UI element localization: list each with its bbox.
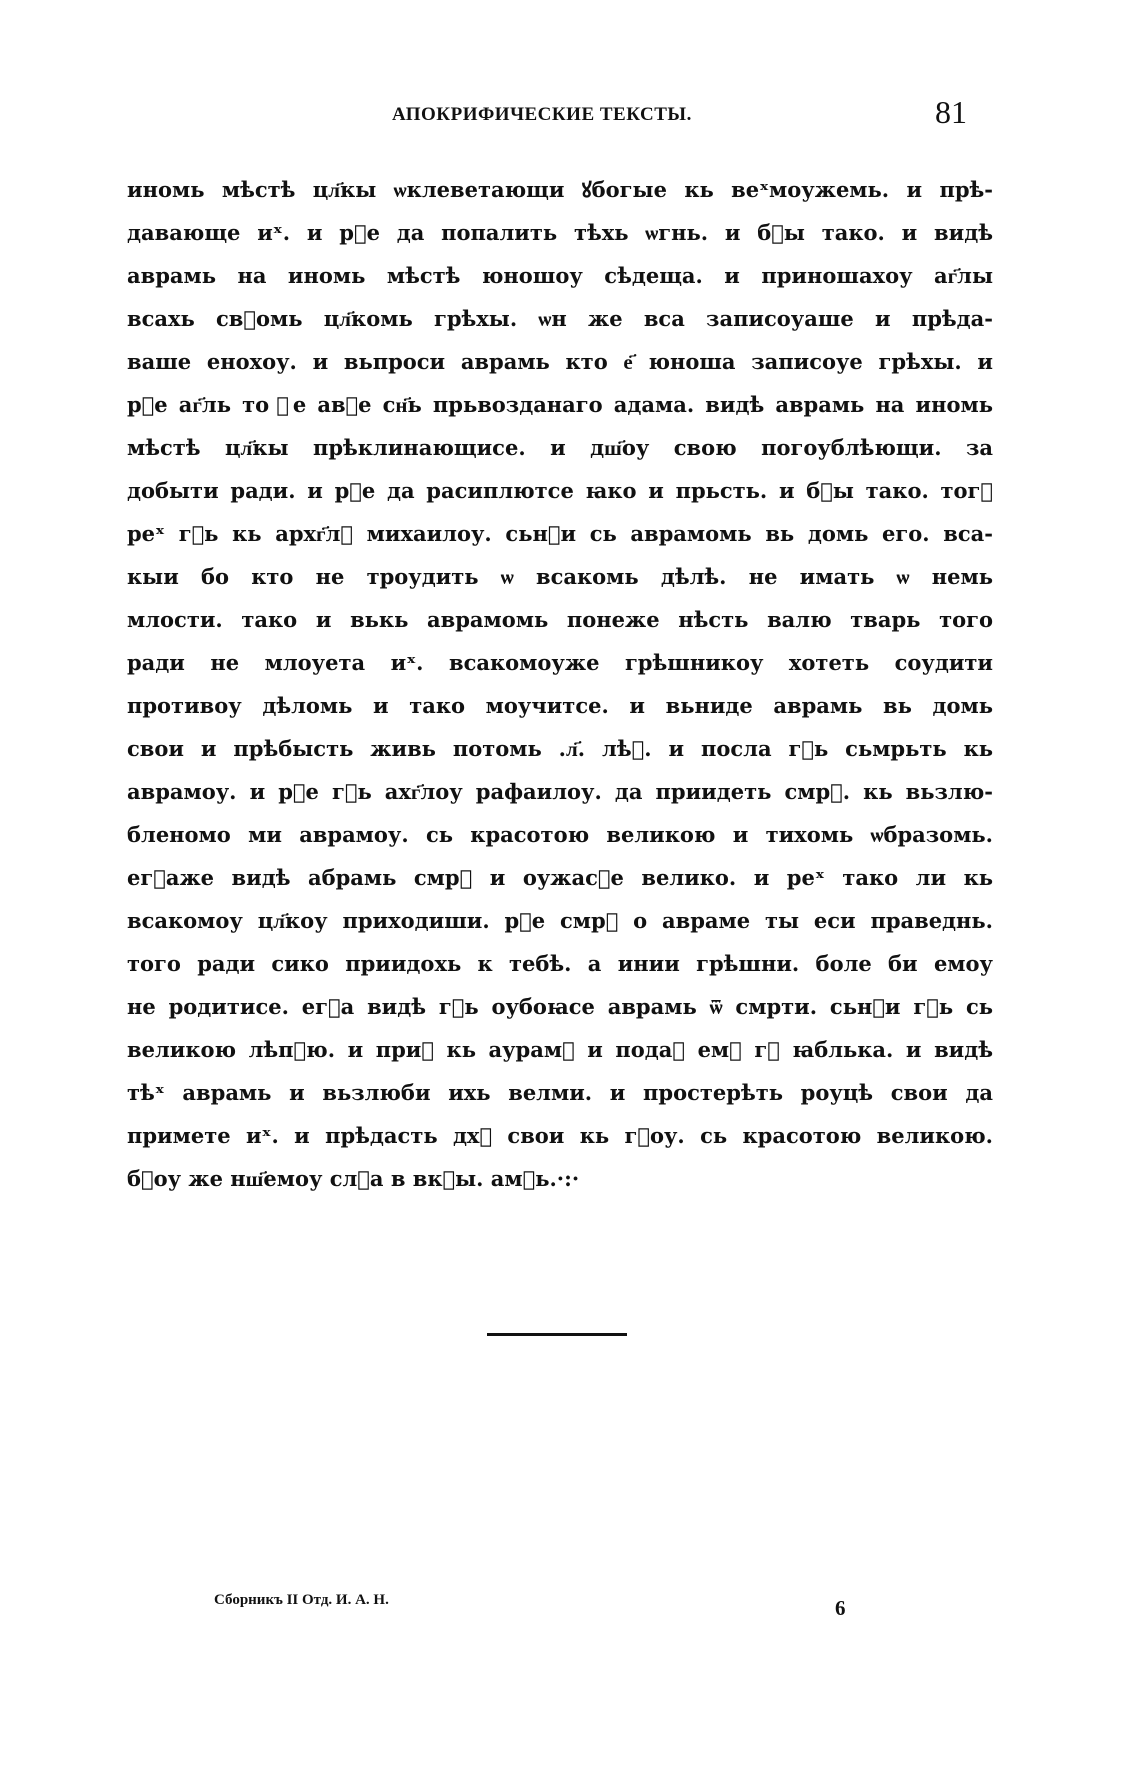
text-line: давающе иˣ. и рⷮе да попалить тѣхь ѡгнь. и бⷭы тако. и видѣ bbox=[127, 220, 993, 245]
text-line: всахь свⷪомь цл҃комь грѣхы. ѡн же вса записоуаше и прѣда- bbox=[127, 306, 993, 331]
text-line: ваше еноxоу. и вьпроси аврамь кто е҃ юноша записоуе грѣхы. и bbox=[127, 349, 993, 374]
text-line: аврамоу. и рⷮе гⷭь ахг҃лоу рафаилоу. да приидеть смрⷮ. кь вьзлю- bbox=[127, 779, 993, 804]
text-line: бⷪоу же нш҃емоу слⷷа в вкⷪы. амⷩь.·:· bbox=[127, 1166, 580, 1191]
text-line: реˣ гⷭь кь архг҃лꙋ михаилоу. сьнⷣи сь аврамомь вь домь его. вса- bbox=[127, 521, 993, 546]
text-line: ради не млоуета иˣ. всакомоуже грѣшникоу хотеть соудити bbox=[127, 650, 993, 675]
main-text-block bbox=[127, 168, 993, 1200]
text-line: не родитисе. егⷣа видѣ гⷭь оубоꙗсе аврамь ѿ смрти. сьнⷣи гⷭь сь bbox=[127, 994, 993, 1019]
text-line: великою лѣпⷪю. и приⷣ кь аурамꙋ и подаⷣ емꙋ гⷭ ꙗблька. и видѣ bbox=[127, 1037, 993, 1062]
running-title: АПОКРИФИЧЕСКИЕ ТЕКСТЫ. bbox=[392, 104, 692, 125]
text-line: бленомо ми аврамоу. сь красотою великою и тихомь ѡбразомь. bbox=[127, 822, 993, 847]
text-line: млости. тако и вькь аврамомь понеже нѣсть валю тварь того bbox=[127, 607, 993, 632]
text-line: примете иˣ. и прѣдасть дхⷭ свои кь гⷭоу. сь красотою великою. bbox=[127, 1123, 993, 1148]
text-line: иномь мѣстѣ цл҃кы ѡклеветающи ꙋбогые кь веˣмоужемь. и прѣ- bbox=[127, 177, 993, 202]
text-line: добыти ради. и рⷮе да расиплютсе ꙗко и прьсть. и бⷭы тако. тогⷣ bbox=[127, 478, 993, 503]
footer-sheet-number: 6 bbox=[835, 1596, 846, 1620]
text-line: противоу дѣломь и тако моучитсе. и вьниде аврамь вь домь bbox=[127, 693, 993, 718]
footer-signature: Сборникъ II Отд. И. А. Н. bbox=[214, 1592, 389, 1608]
page-number: 81 bbox=[935, 94, 967, 130]
text-line: всакомоу цл҃коу приходиши. рⷮе смрⷮ о авраме ты еси праведнь. bbox=[127, 908, 993, 933]
text-line: аврамь на иномь мѣстѣ юношоу сѣдеща. и приношахоу аг҃лы bbox=[127, 263, 993, 288]
text-line: кыи бо кто не троудить ѡ всакомь дѣлѣ. не имать ѡ немь bbox=[127, 564, 993, 589]
text-line: мѣстѣ цл҃кы прѣклинающисе. и дш҃оу свою погоублѣющи. за bbox=[127, 435, 993, 460]
section-divider-rule bbox=[487, 1333, 627, 1336]
text-line: рⷮе аг҃ль то ⷷе авⷷе сн҃ь прьвозданаго адама. видѣ аврамь на иномь bbox=[127, 392, 993, 417]
text-line: тѣˣ аврамь и вьзлюби ихь велми. и простерѣть роуцѣ свои да bbox=[127, 1080, 993, 1105]
text-line: того ради сико приидохь к тебѣ. а инии грѣшни. боле би емоу bbox=[127, 951, 993, 976]
text-line: свои и прѣбысть живь потомь .л҃. лѣⷮ. и посла гⷭь сьмрьть кь bbox=[127, 736, 993, 761]
text-line: егⷣаже видѣ абрамь смрⷮ и оужасⷷе велико. и реˣ тако ли кь bbox=[127, 865, 993, 890]
